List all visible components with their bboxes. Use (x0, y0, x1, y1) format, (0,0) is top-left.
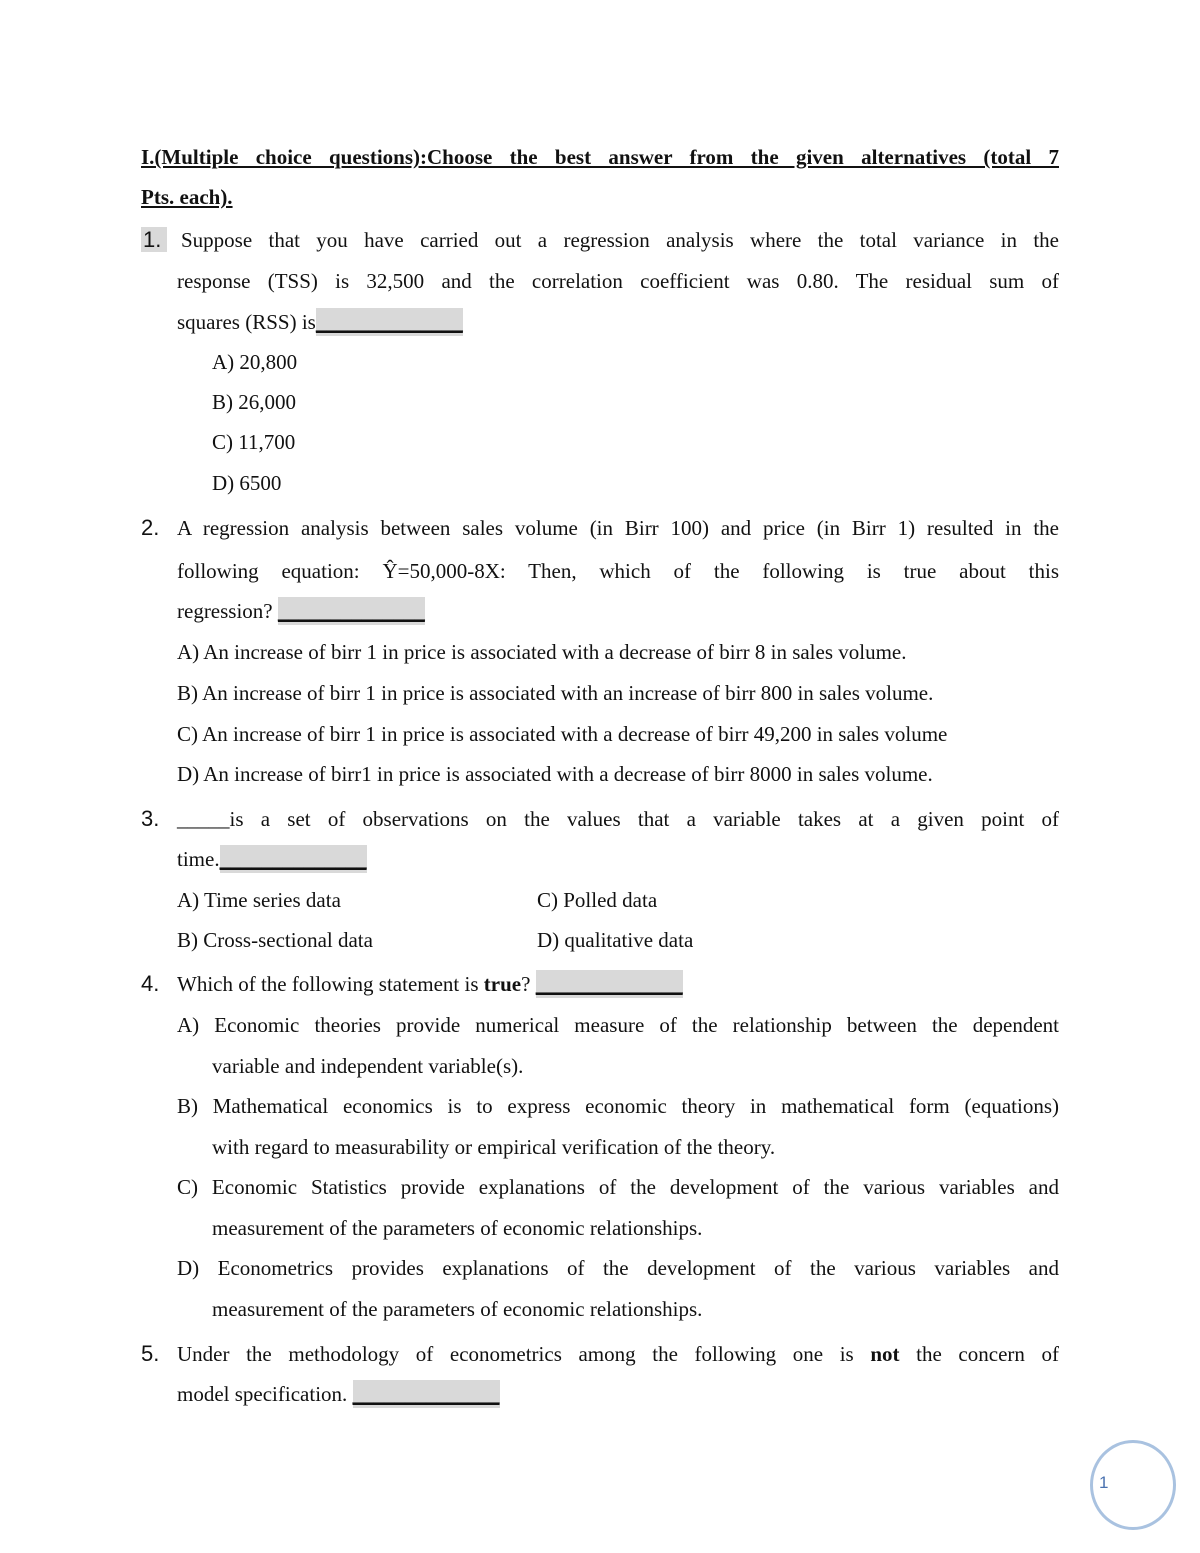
question-number: 5. (141, 1341, 160, 1366)
question-number: 4. (141, 971, 160, 996)
option-item-continuation: with regard to measurability or empirical verification of the theory. (212, 1135, 776, 1159)
option-item-continuation: measurement of the parameters of economic relationships. (212, 1297, 703, 1321)
section-heading-line1: I.(Multiple choice questions):Choose the best answer from the given alternatives (total 7 (141, 145, 1059, 169)
question-text-line: Under the methodology of econometrics among the following one is not the concern of (177, 1342, 1059, 1366)
answer-blank[interactable]: ______________ (535, 972, 683, 996)
option-item[interactable]: A) 20,800 (212, 350, 298, 374)
option-item[interactable]: C) Polled data (537, 888, 658, 912)
option-item-continuation: measurement of the parameters of economic relationships. (212, 1216, 703, 1240)
page-number: 1 (1099, 1473, 1109, 1492)
option-item[interactable]: B) An increase of birr 1 in price is associated with an increase of birr 800 in sales volume. (177, 681, 934, 705)
question-text-line: model specification. ______________ (177, 1382, 500, 1406)
emphasis-word: not (870, 1342, 900, 1366)
answer-blank[interactable]: ______________ (277, 599, 425, 623)
question-text-line: Which of the following statement is true? ______________ (177, 972, 683, 996)
option-item[interactable]: B) Cross-sectional data (177, 928, 373, 952)
question-text-line: time.______________ (177, 847, 367, 871)
section-heading-line2: Pts. each). (141, 185, 233, 209)
question-text-line: A regression analysis between sales volume (in Birr 100) and price (in Birr 1) resulted in the (177, 516, 1059, 540)
answer-blank[interactable]: ______________ (352, 1382, 500, 1406)
question-number: 3. (141, 806, 160, 831)
answer-blank[interactable]: ______________ (315, 310, 463, 334)
question-text-line: _____is a set of observations on the values that a variable takes at a given point of (177, 807, 1059, 831)
question-text-line: regression? ______________ (177, 599, 425, 623)
option-item[interactable]: D) Econometrics provides explanations of the development of the various variables and (177, 1256, 1059, 1280)
option-item[interactable]: D) qualitative data (537, 928, 694, 952)
option-item-continuation: variable and independent variable(s). (212, 1054, 524, 1078)
option-item[interactable]: C) Economic Statistics provide explanations of the development of the various variables and (177, 1175, 1059, 1199)
option-item[interactable]: D) An increase of birr1 in price is associated with a decrease of birr 8000 in sales volume. (177, 762, 933, 786)
question-text-line: response (TSS) is 32,500 and the correlation coefficient was 0.80. The residual sum of (177, 269, 1059, 293)
question-number: 2. (141, 515, 160, 540)
answer-blank[interactable]: ______________ (219, 847, 367, 871)
emphasis-word: true (483, 972, 522, 996)
question-text-line: squares (RSS) is______________ (177, 310, 463, 334)
option-item[interactable]: A) Time series data (177, 888, 341, 912)
option-item[interactable]: C) An increase of birr 1 in price is associated with a decrease of birr 49,200 in sales volume (177, 722, 948, 746)
question-text-line: following equation: Ŷ=50,000-8X: Then, which of the following is true about this (177, 559, 1059, 583)
option-item[interactable]: B) 26,000 (212, 390, 296, 414)
option-item[interactable]: D) 6500 (212, 471, 282, 495)
option-item[interactable]: B) Mathematical economics is to express economic theory in mathematical form (equations) (177, 1094, 1059, 1118)
option-item[interactable]: C) 11,700 (212, 430, 296, 454)
question-text-line: Suppose that you have carried out a regression analysis where the total variance in the (181, 228, 1059, 252)
option-item[interactable]: A) Economic theories provide numerical measure of the relationship between the dependent (177, 1013, 1059, 1037)
option-item[interactable]: A) An increase of birr 1 in price is associated with a decrease of birr 8 in sales volume. (177, 640, 907, 664)
question-number: 1. (141, 226, 167, 254)
